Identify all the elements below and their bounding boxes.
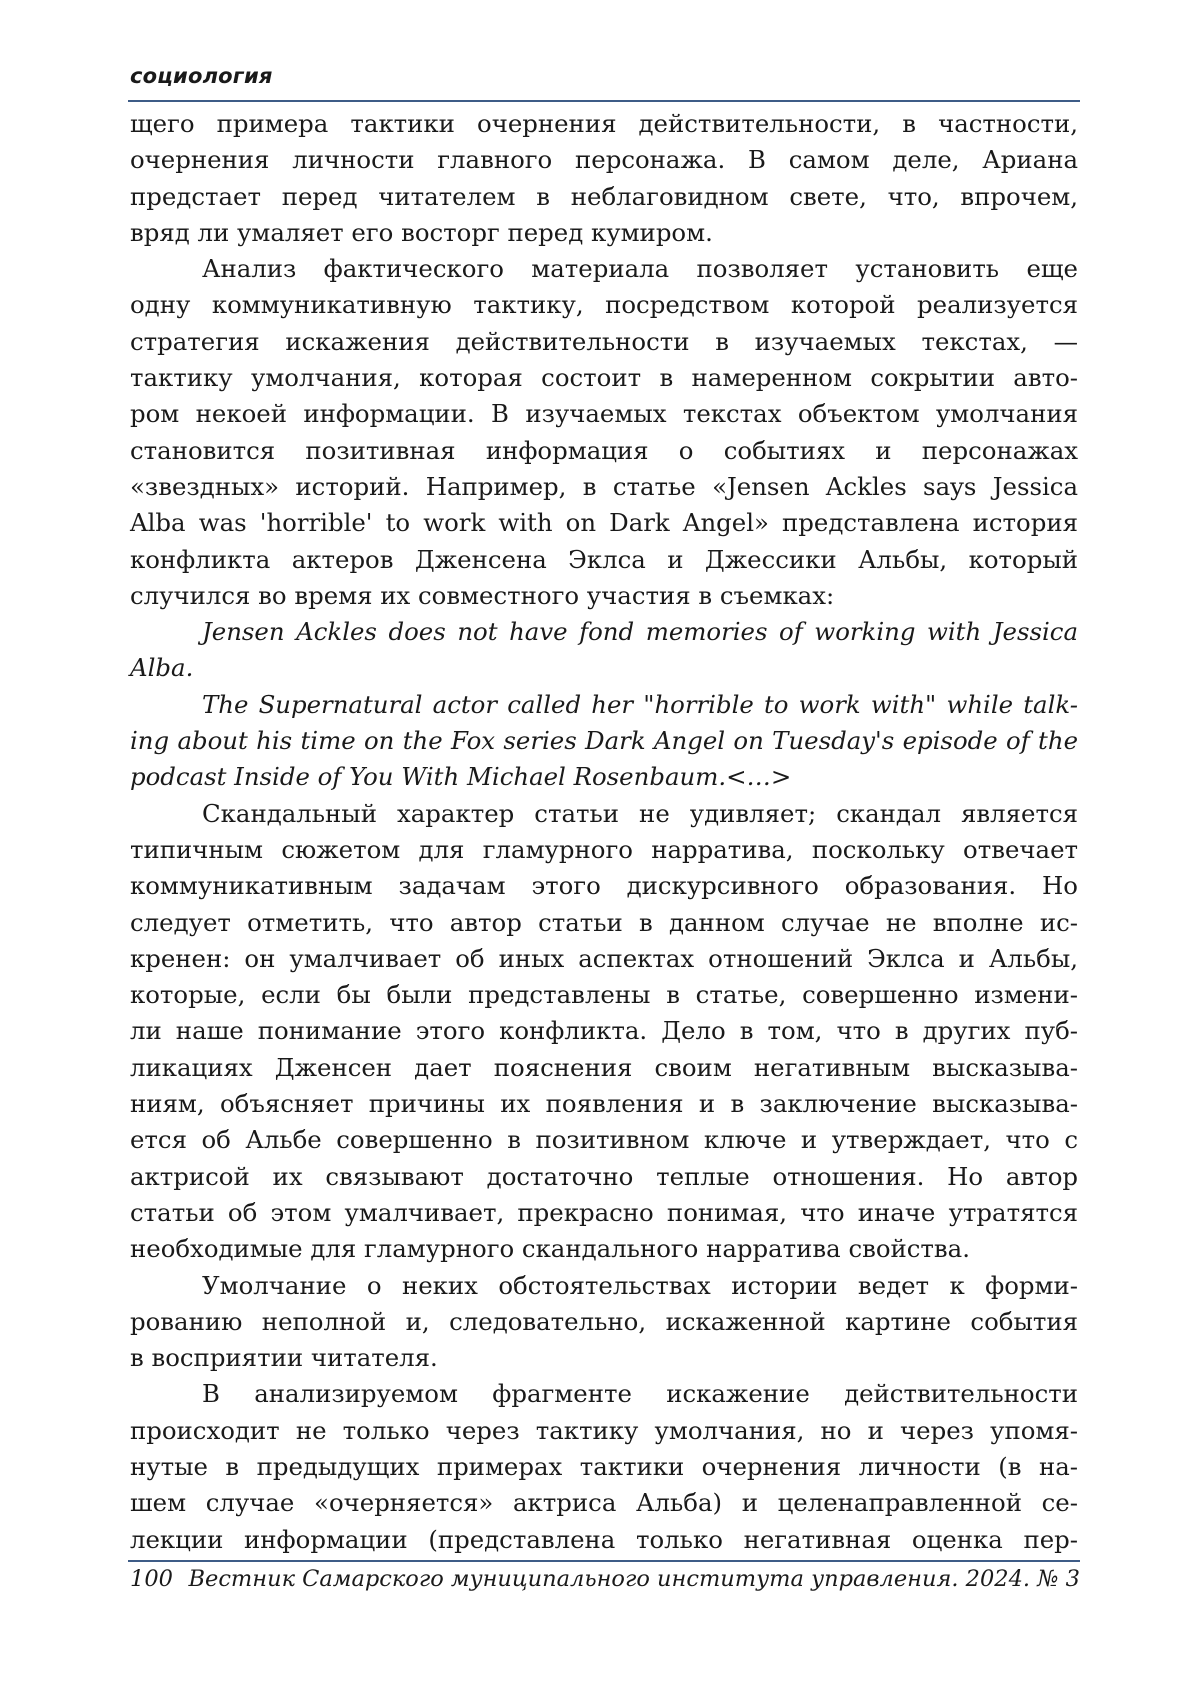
text-line: актрисой их связывают достаточно теплые отношения. Но автор [130,1161,1078,1191]
text-line: случился во время их совместного участия в съемках: [130,580,835,610]
text-line: ется об Альбе совершенно в позитивном ключе и утверждает, что с [130,1125,1078,1155]
text-line: лекции информации (представлена только негативная оценка пер- [130,1524,1078,1554]
text-line: ром некоей информации. В изучаемых текстах объектом умолчания [130,399,1078,429]
text-line: нутые в предыдущих примерах тактики очернения личности (в на- [130,1451,1078,1481]
text-line: Скандальный характер статьи не удивляет; скандал является [202,798,1078,828]
text-line: рованию неполной и, следовательно, искаженной картине события [130,1306,1078,1336]
text-line: «звездных» историй. Например, в статье «Jensen Ackles says Jessica [130,471,1078,501]
text-line: одну коммуникативную тактику, посредством которой реализуется [130,290,1078,320]
text-line: которые, если бы были представлены в статье, совершенно измени- [130,980,1078,1010]
text-line: в восприятии читателя. [130,1343,438,1373]
text-line: происходит не только через тактику умолчания, но и через упомя- [130,1415,1078,1445]
text-line: Jensen Ackles does not have fond memories of working with Jessica [202,617,1078,647]
footer-rule [128,1560,1080,1562]
article-body [130,106,1078,1558]
text-line: Alba was 'horrible' to work with on Dark Angel» представлена история [130,508,1078,538]
text-line: конфликта актеров Дженсена Эклса и Джессики Альбы, который [130,544,1078,574]
text-line: шем случае «очерняется» актриса Альба) и целенаправленной се- [130,1488,1078,1518]
text-line: типичным сюжетом для гламурного нарратива, поскольку отвечает [130,834,1078,864]
text-line: тактику умолчания, которая состоит в намеренном сокрытии авто- [130,363,1078,393]
page-number: 100 [130,1566,173,1592]
text-line: ниям, объясняет причины их появления и в заключение высказыва- [130,1089,1078,1119]
text-line: В анализируемом фрагменте искажение действительности [202,1379,1078,1409]
text-line: вряд ли умаляет его восторг перед кумиром. [130,217,713,247]
text-line: необходимые для гламурного скандального нарратива свойства. [130,1234,970,1264]
text-line: Анализ фактического материала позволяет установить еще [202,254,1078,284]
text-line: очернения личности главного персонажа. В самом деле, Ариана [130,145,1078,175]
text-line: The Supernatural actor called her "horrible to work with" while talk- [202,689,1078,719]
text-line: коммуникативным задачам этого дискурсивного образования. Но [130,871,1078,901]
text-line: статьи об этом умалчивает, прекрасно понимая, что иначе утратятся [130,1197,1078,1227]
text-line: следует отметить, что автор статьи в данном случае не вполне ис- [130,907,1078,937]
text-line: щего примера тактики очернения действительности, в частности, [130,109,1078,138]
text-line: ли наше понимание этого конфликта. Дело в том, что в других пуб- [130,1016,1078,1046]
text-line: становится позитивная информация о событиях и персонажах [130,435,1078,465]
text-line: ликациях Дженсен дает пояснения своим негативным высказыва- [130,1052,1078,1082]
header-rule [128,100,1080,102]
section-header: социология [130,64,273,88]
text-line: ing about his time on the Fox series Dark Angel on Tuesday's episode of the [130,726,1078,756]
text-line: кренен: он умалчивает об иных аспектах отношений Эклса и Альбы, [130,943,1078,973]
text-line: Alba. [130,653,194,683]
text-line: стратегия искажения действительности в изучаемых текстах, — [130,326,1078,356]
text-line: podcast Inside of You With Michael Rosenbaum.<…> [130,762,792,792]
text-line: Умолчание о неких обстоятельствах истории ведет к форми- [202,1270,1078,1300]
text-line: предстает перед читателем в неблаговидном свете, что, впрочем, [130,181,1078,211]
journal-title: Вестник Самарского муниципального института управления. 2024. № 3 [188,1566,1080,1592]
